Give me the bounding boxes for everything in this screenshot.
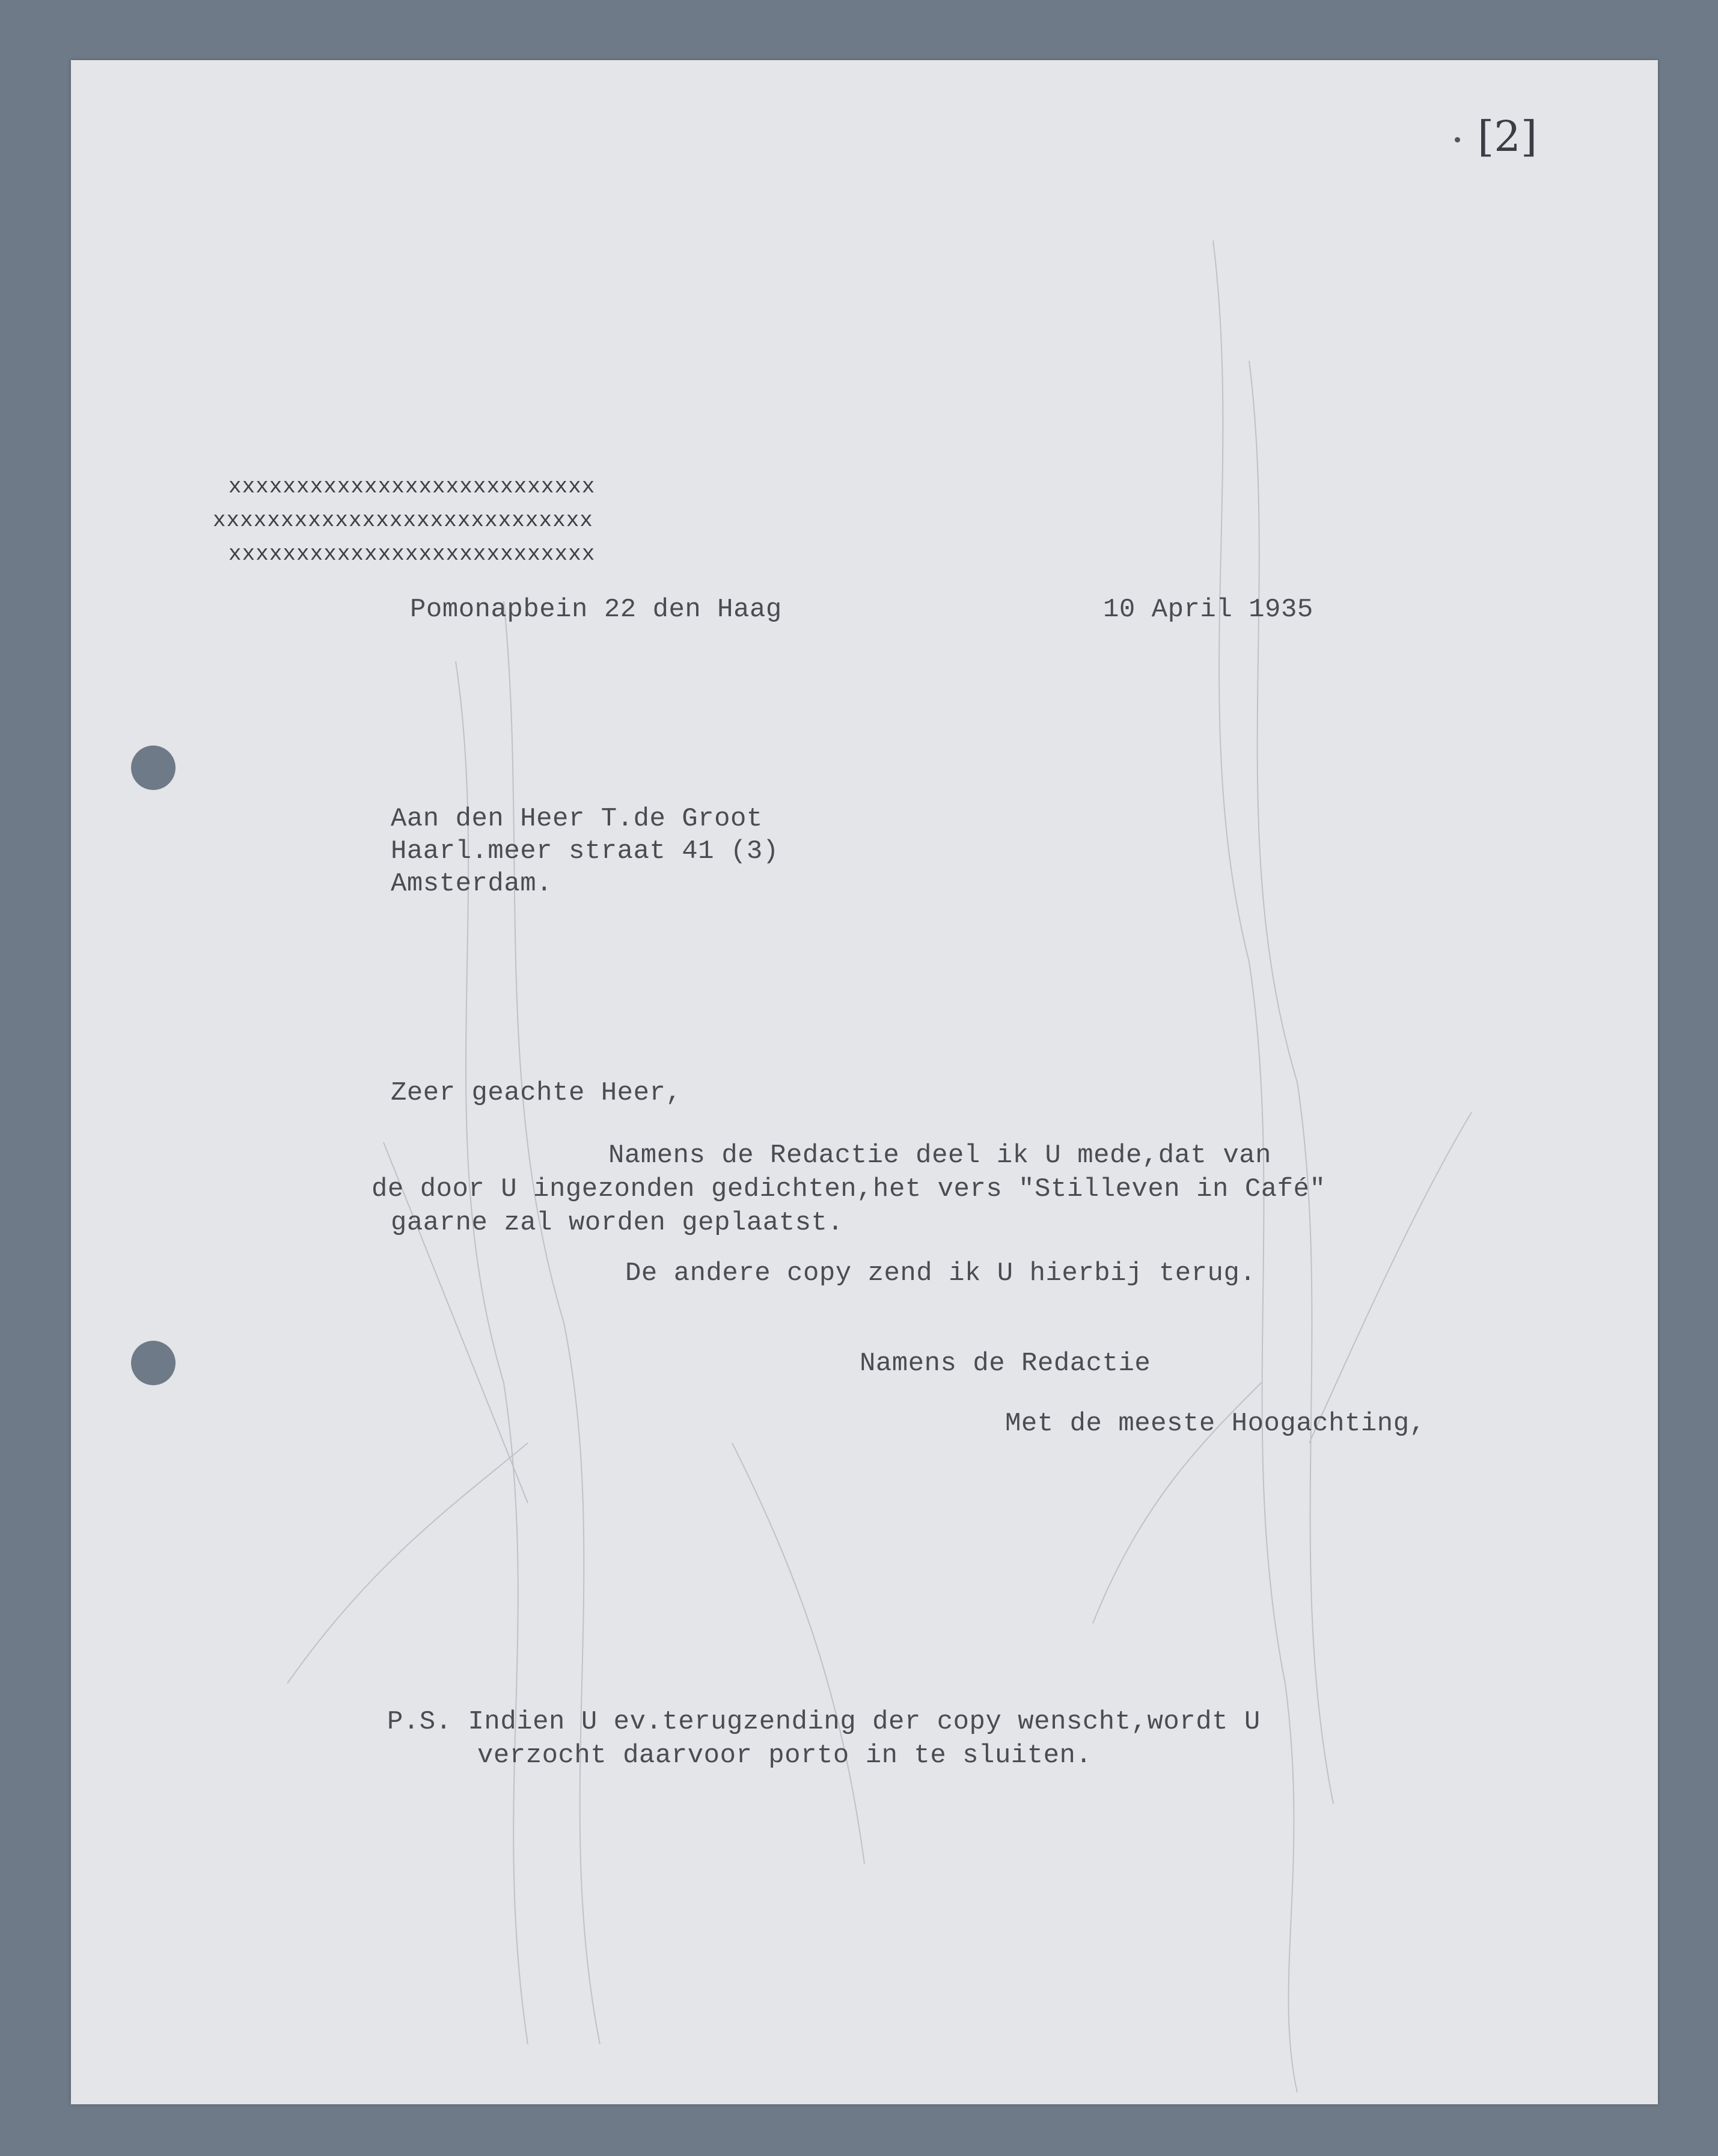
struck-letterhead-line-2: xxxxxxxxxxxxxxxxxxxxxxxxxxxx [213,508,593,533]
recipient-name: Aan den Heer T.de Groot [391,804,763,834]
paper-fiber-texture [71,60,1658,2104]
salutation: Zeer geachte Heer, [391,1078,682,1108]
punch-hole-top [131,746,176,790]
punch-hole-bottom [131,1341,176,1385]
letter-sheet [71,60,1658,2104]
closing-line-1: Namens de Redactie [860,1349,1151,1379]
struck-letterhead-line-1: xxxxxxxxxxxxxxxxxxxxxxxxxxx [228,474,596,499]
page-number-annotation: [2] [1478,112,1538,161]
letter-date: 10 April 1935 [1103,595,1313,625]
body-paragraph-2: De andere copy zend ik U hierbij terug. [625,1258,1256,1288]
struck-letterhead-line-3: xxxxxxxxxxxxxxxxxxxxxxxxxxx [228,542,596,566]
body-paragraph-1-line-1: Namens de Redactie deel ik U mede,dat van [608,1141,1272,1171]
body-paragraph-1-line-2: de door U ingezonden gedichten,het vers "Stilleven in Café" [371,1174,1326,1204]
postscript-line-1: P.S. Indien U ev.terugzending der copy wenscht,wordt U [387,1707,1261,1737]
postscript-line-2: verzocht daarvoor porto in te sluiten. [477,1741,1092,1771]
body-paragraph-1-line-3: gaarne zal worden geplaatst. [391,1208,844,1238]
closing-line-2: Met de meeste Hoogachting, [1005,1409,1426,1439]
recipient-street: Haarl.meer straat 41 (3) [391,836,779,866]
sender-address: Pomonapbein 22 den Haag [410,595,782,625]
recipient-city: Amsterdam. [391,869,553,899]
pencil-dot-mark [1455,137,1460,142]
